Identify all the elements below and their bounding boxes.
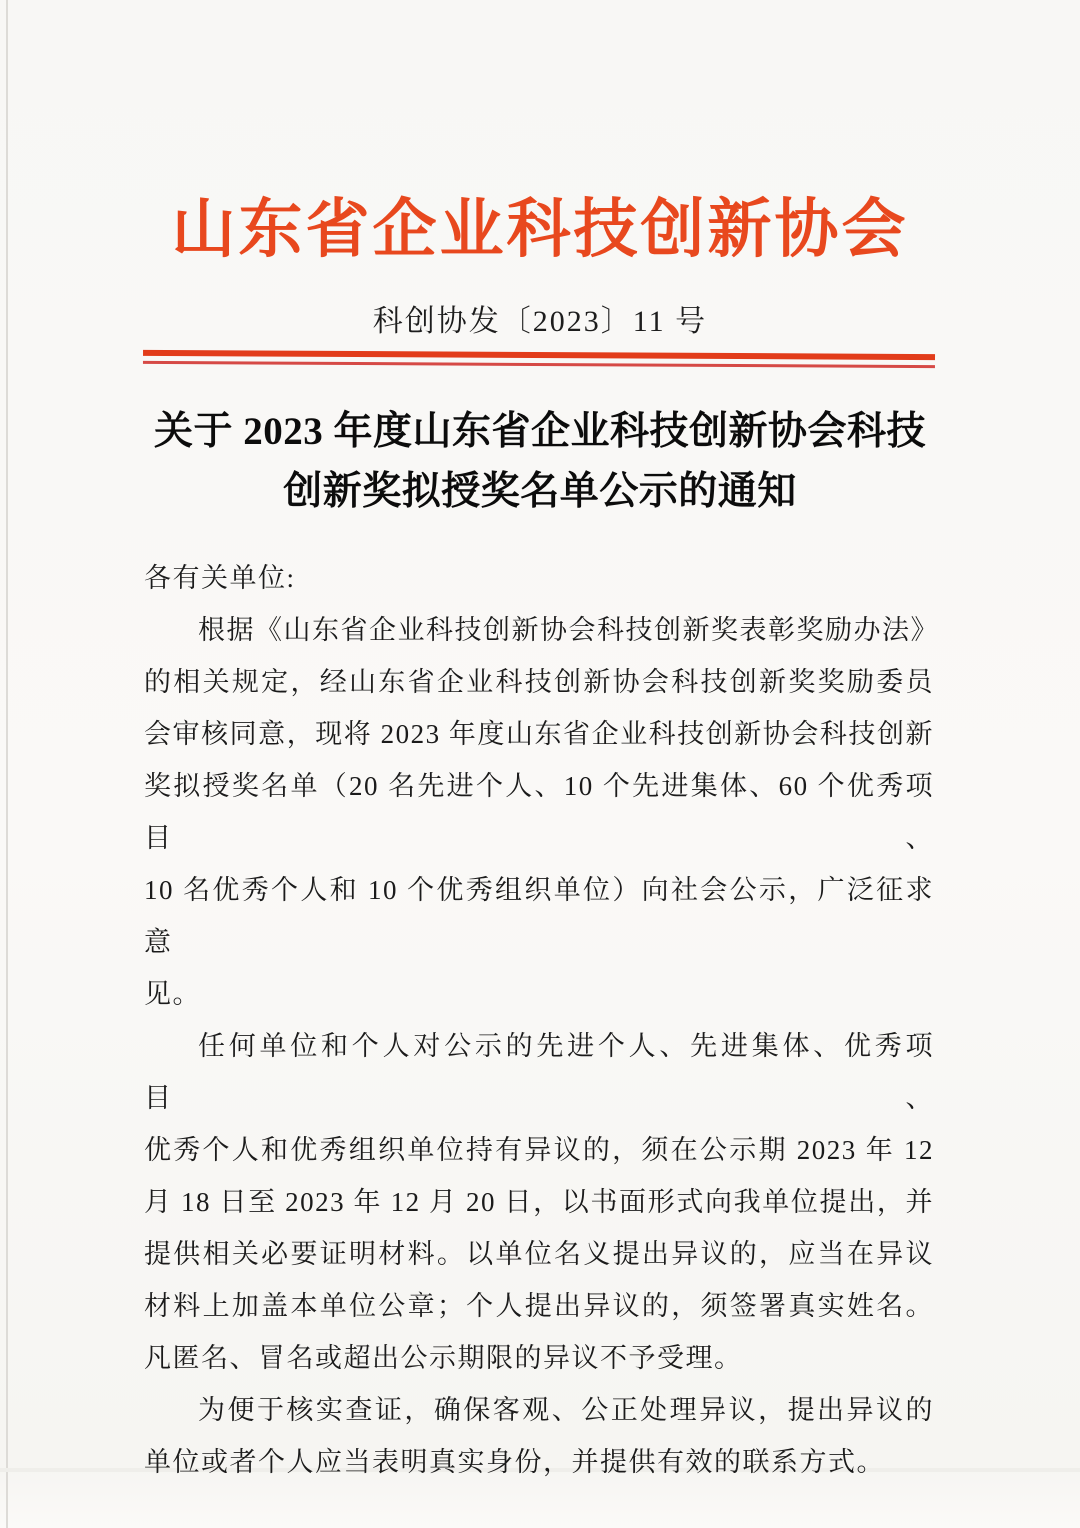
doc-title-line-2: 创新奖拟授奖名单公示的通知	[283, 470, 797, 513]
text-line: 10 名优秀个人和 10 个优秀组织单位）向社会公示，广泛征求意	[144, 875, 934, 957]
text-line: 各有关单位:	[144, 563, 296, 593]
org-name: 山东省企业科技创新协会	[171, 194, 909, 265]
red-divider-line-thin	[143, 361, 935, 368]
text-line: 提供相关必要证明材料。以单位名义提出异议的，应当在异议	[144, 1239, 934, 1269]
text-line: 会审核同意，现将 2023 年度山东省企业科技创新协会科技创新	[144, 719, 934, 749]
text-line: 的相关规定，经山东省企业科技创新协会科技创新奖奖励委员	[144, 667, 934, 697]
text-line: 月 18 日至 2023 年 12 月 20 日，以书面形式向我单位提出，并	[144, 1187, 934, 1217]
text-line: 为便于核实查证，确保客观、公正处理异议，提出异议的	[198, 1395, 934, 1425]
paragraph	[144, 1020, 934, 1384]
text-line: 材料上加盖本单位公章；个人提出异议的，须签署真实姓名。	[144, 1291, 934, 1321]
paragraph	[144, 1384, 934, 1488]
text-line: 根据《山东省企业科技创新协会科技创新奖表彰奖励办法》	[198, 615, 939, 645]
text-line: 见。	[144, 979, 201, 1009]
doc-title	[140, 402, 940, 522]
red-divider	[143, 350, 935, 368]
text-line: 凡匿名、冒名或超出公示期限的异议不予受理。	[144, 1343, 743, 1373]
text-line: 任何单位和个人对公示的先进个人、先进集体、优秀项目、	[144, 1031, 934, 1113]
text-line: 优秀个人和优秀组织单位持有异议的，须在公示期 2023 年 12	[144, 1135, 934, 1165]
paragraph	[144, 604, 939, 1020]
text-line: 奖拟授奖名单（20 名先进个人、10 个先进集体、60 个优秀项目、	[144, 771, 934, 853]
doc-body	[144, 552, 939, 1488]
doc-title-line-1: 关于 2023 年度山东省企业科技创新协会科技	[153, 410, 926, 453]
doc-number: 科创协发〔2023〕11 号	[372, 305, 708, 338]
paragraph	[144, 552, 934, 604]
text-line: 单位或者个人应当表明真实身份，并提供有效的联系方式。	[144, 1447, 885, 1477]
red-divider-line-thick	[143, 350, 935, 360]
